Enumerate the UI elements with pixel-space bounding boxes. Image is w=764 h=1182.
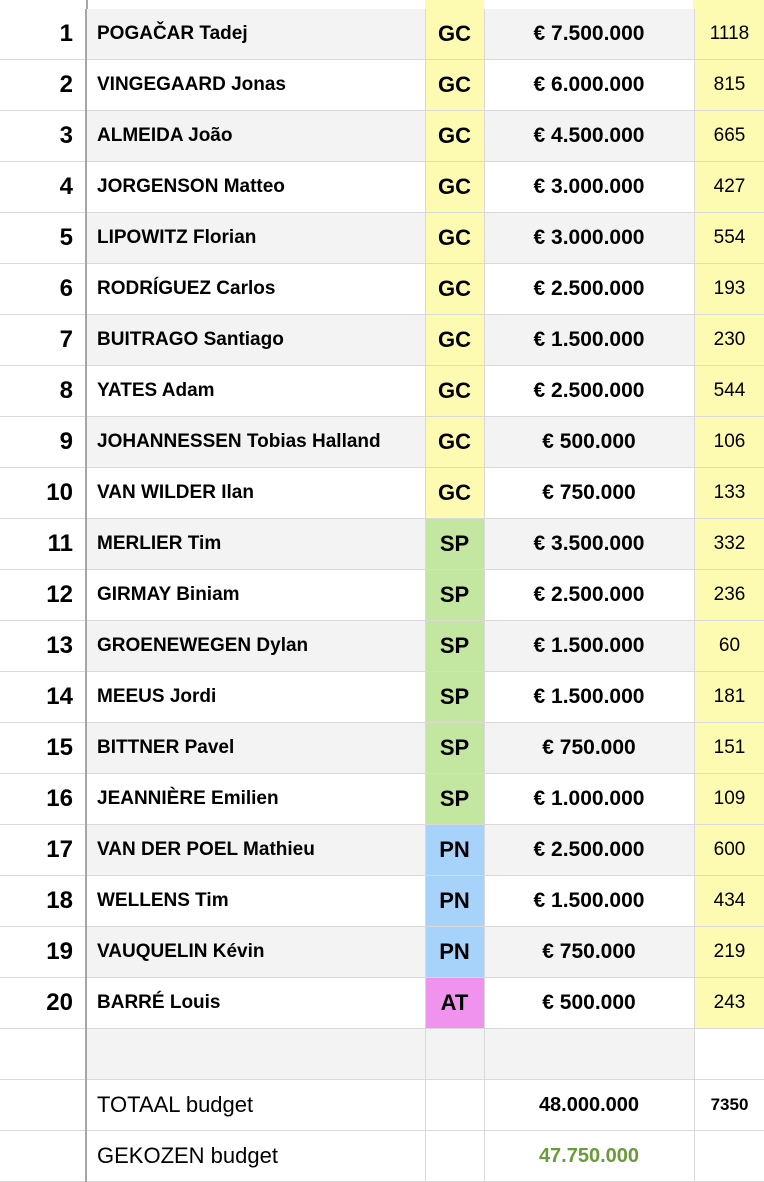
rider-points-cell[interactable]: 236 [694, 570, 764, 621]
row-number-cell[interactable] [0, 1029, 86, 1080]
rider-role-cell[interactable]: SP [425, 519, 484, 570]
total-points-value[interactable]: 7350 [694, 1080, 764, 1131]
rider-role-cell[interactable]: SP [425, 621, 484, 672]
empty-cell[interactable] [425, 1029, 484, 1080]
rider-price-cell[interactable]: € 750.000 [484, 468, 694, 519]
rider-rank-cell[interactable]: 10 [0, 468, 86, 519]
empty-cell[interactable] [484, 1029, 694, 1080]
rider-row [0, 264, 764, 315]
rider-points-cell[interactable]: 60 [694, 621, 764, 672]
rider-role-cell[interactable]: GC [425, 366, 484, 417]
rider-name-cell[interactable]: WELLENS Tim [86, 876, 425, 927]
rider-role-cell[interactable]: AT [425, 978, 484, 1029]
rider-price-cell[interactable]: € 3.500.000 [484, 519, 694, 570]
rider-name-cell[interactable]: GIRMAY Biniam [86, 570, 425, 621]
rider-price-cell[interactable]: € 1.500.000 [484, 621, 694, 672]
rider-rank-cell[interactable]: 14 [0, 672, 86, 723]
blank-row [0, 1029, 764, 1080]
rider-role-cell[interactable]: GC [425, 213, 484, 264]
rider-role-cell[interactable]: PN [425, 825, 484, 876]
rider-rank-cell[interactable]: 6 [0, 264, 86, 315]
rider-role-cell[interactable]: SP [425, 672, 484, 723]
rider-name-cell[interactable]: ALMEIDA João [86, 111, 425, 162]
rider-rank-cell[interactable]: 19 [0, 927, 86, 978]
rider-name-cell[interactable]: BUITRAGO Santiago [86, 315, 425, 366]
rider-row [0, 570, 764, 621]
rider-points-cell[interactable]: 815 [694, 60, 764, 111]
chosen-budget-label[interactable]: GEKOZEN budget [86, 1131, 425, 1182]
rider-price-cell[interactable]: € 1.000.000 [484, 774, 694, 825]
rider-rank-cell[interactable]: 15 [0, 723, 86, 774]
rider-role-cell[interactable]: GC [425, 468, 484, 519]
rider-rank-cell[interactable]: 4 [0, 162, 86, 213]
rider-price-cell[interactable]: € 1.500.000 [484, 315, 694, 366]
row-number-cell[interactable] [0, 1080, 86, 1131]
rider-price-cell[interactable]: € 500.000 [484, 417, 694, 468]
rider-rank-cell[interactable]: 13 [0, 621, 86, 672]
rider-price-cell[interactable]: € 750.000 [484, 927, 694, 978]
rider-rank-cell[interactable]: 16 [0, 774, 86, 825]
rider-row [0, 60, 764, 111]
total-budget-row [0, 1080, 764, 1131]
total-budget-value[interactable]: 48.000.000 [484, 1080, 694, 1131]
rider-points-cell[interactable]: 219 [694, 927, 764, 978]
total-budget-label[interactable]: TOTAAL budget [86, 1080, 425, 1131]
rider-price-cell[interactable]: € 500.000 [484, 978, 694, 1029]
rider-points-cell[interactable]: 1118 [694, 9, 764, 60]
rider-role-cell[interactable]: SP [425, 723, 484, 774]
rider-role-cell[interactable]: GC [425, 60, 484, 111]
rider-rank-cell[interactable]: 12 [0, 570, 86, 621]
rider-row [0, 927, 764, 978]
rider-name-cell[interactable]: POGAČAR Tadej [86, 9, 425, 60]
rider-role-cell[interactable]: SP [425, 774, 484, 825]
rider-price-cell[interactable]: € 2.500.000 [484, 264, 694, 315]
rider-price-cell[interactable]: € 3.000.000 [484, 162, 694, 213]
rider-name-cell[interactable]: JOHANNESSEN Tobias Halland [86, 417, 425, 468]
rider-role-cell[interactable]: GC [425, 162, 484, 213]
rider-name-cell[interactable]: VAN WILDER Ilan [86, 468, 425, 519]
rider-name-cell[interactable]: GROENEWEGEN Dylan [86, 621, 425, 672]
rider-row [0, 774, 764, 825]
rider-price-cell[interactable]: € 2.500.000 [484, 570, 694, 621]
rider-table-body [0, 9, 764, 1029]
empty-cell[interactable] [425, 1131, 484, 1182]
rider-name-cell[interactable]: RODRÍGUEZ Carlos [86, 264, 425, 315]
rider-row [0, 519, 764, 570]
rider-price-cell[interactable]: € 4.500.000 [484, 111, 694, 162]
rider-row [0, 213, 764, 264]
rider-name-cell[interactable]: BARRÉ Louis [86, 978, 425, 1029]
rider-role-cell[interactable]: GC [425, 264, 484, 315]
rider-role-cell[interactable]: PN [425, 876, 484, 927]
rider-price-cell[interactable]: € 750.000 [484, 723, 694, 774]
partial-points-cell [693, 0, 764, 9]
rider-name-cell[interactable]: VAN DER POEL Mathieu [86, 825, 425, 876]
rider-points-cell[interactable]: 434 [694, 876, 764, 927]
rider-points-cell[interactable]: 554 [694, 213, 764, 264]
rider-points-cell[interactable]: 133 [694, 468, 764, 519]
rider-points-cell[interactable]: 600 [694, 825, 764, 876]
rider-row [0, 366, 764, 417]
rider-rank-cell[interactable]: 1 [0, 9, 86, 60]
partial-role-cell [425, 0, 484, 9]
empty-cell[interactable] [694, 1029, 764, 1080]
rider-row [0, 162, 764, 213]
rider-role-cell[interactable]: GC [425, 111, 484, 162]
rider-rank-cell[interactable]: 18 [0, 876, 86, 927]
rider-table [0, 9, 764, 1182]
rider-name-cell[interactable]: LIPOWITZ Florian [86, 213, 425, 264]
rider-row [0, 621, 764, 672]
rider-price-cell[interactable]: € 2.500.000 [484, 366, 694, 417]
rider-rank-cell[interactable]: 20 [0, 978, 86, 1029]
rider-points-cell[interactable]: 181 [694, 672, 764, 723]
rider-rank-cell[interactable]: 2 [0, 60, 86, 111]
rider-rank-cell[interactable]: 9 [0, 417, 86, 468]
rider-points-cell[interactable]: 544 [694, 366, 764, 417]
rider-points-cell[interactable]: 151 [694, 723, 764, 774]
rider-points-cell[interactable]: 109 [694, 774, 764, 825]
rider-price-cell[interactable]: € 1.500.000 [484, 876, 694, 927]
rider-role-cell[interactable]: PN [425, 927, 484, 978]
rider-points-cell[interactable]: 106 [694, 417, 764, 468]
rider-points-cell[interactable]: 332 [694, 519, 764, 570]
rider-row [0, 417, 764, 468]
rider-name-cell[interactable]: BITTNER Pavel [86, 723, 425, 774]
rider-name-cell[interactable]: JORGENSON Matteo [86, 162, 425, 213]
rider-points-cell[interactable]: 427 [694, 162, 764, 213]
rider-row [0, 978, 764, 1029]
rider-row [0, 111, 764, 162]
rider-row [0, 9, 764, 60]
rider-row [0, 723, 764, 774]
rider-rank-cell[interactable]: 11 [0, 519, 86, 570]
rider-row [0, 315, 764, 366]
empty-cell[interactable] [86, 1029, 425, 1080]
rider-name-cell[interactable]: MERLIER Tim [86, 519, 425, 570]
empty-cell[interactable] [425, 1080, 484, 1131]
rider-role-cell[interactable]: SP [425, 570, 484, 621]
rider-row [0, 672, 764, 723]
rider-row [0, 468, 764, 519]
rider-name-cell[interactable]: MEEUS Jordi [86, 672, 425, 723]
rider-rank-cell[interactable]: 3 [0, 111, 86, 162]
rider-rank-cell[interactable]: 7 [0, 315, 86, 366]
rider-role-cell[interactable]: GC [425, 315, 484, 366]
totals-section [0, 1029, 764, 1182]
rider-points-cell[interactable]: 665 [694, 111, 764, 162]
rider-rank-cell[interactable]: 8 [0, 366, 86, 417]
rider-role-cell[interactable]: GC [425, 417, 484, 468]
rider-price-cell[interactable]: € 6.000.000 [484, 60, 694, 111]
rider-rank-cell[interactable]: 17 [0, 825, 86, 876]
chosen-budget-value[interactable]: 47.750.000 [484, 1131, 694, 1182]
rider-price-cell[interactable]: € 1.500.000 [484, 672, 694, 723]
rider-row [0, 825, 764, 876]
rider-price-cell[interactable]: € 2.500.000 [484, 825, 694, 876]
rider-points-cell[interactable]: 193 [694, 264, 764, 315]
rider-points-cell[interactable]: 243 [694, 978, 764, 1029]
rider-price-cell[interactable]: € 3.000.000 [484, 213, 694, 264]
rider-name-cell[interactable]: YATES Adam [86, 366, 425, 417]
rider-name-cell[interactable]: VAUQUELIN Kévin [86, 927, 425, 978]
empty-cell[interactable] [694, 1131, 764, 1182]
rider-row [0, 876, 764, 927]
rider-points-cell[interactable]: 230 [694, 315, 764, 366]
rider-price-cell[interactable]: € 7.500.000 [484, 9, 694, 60]
partial-top-row [88, 0, 764, 9]
rider-name-cell[interactable]: JEANNIÈRE Emilien [86, 774, 425, 825]
rider-name-cell[interactable]: VINGEGAARD Jonas [86, 60, 425, 111]
chosen-budget-row [0, 1131, 764, 1182]
rider-role-cell[interactable]: GC [425, 9, 484, 60]
rider-rank-cell[interactable]: 5 [0, 213, 86, 264]
row-number-cell[interactable] [0, 1131, 86, 1182]
